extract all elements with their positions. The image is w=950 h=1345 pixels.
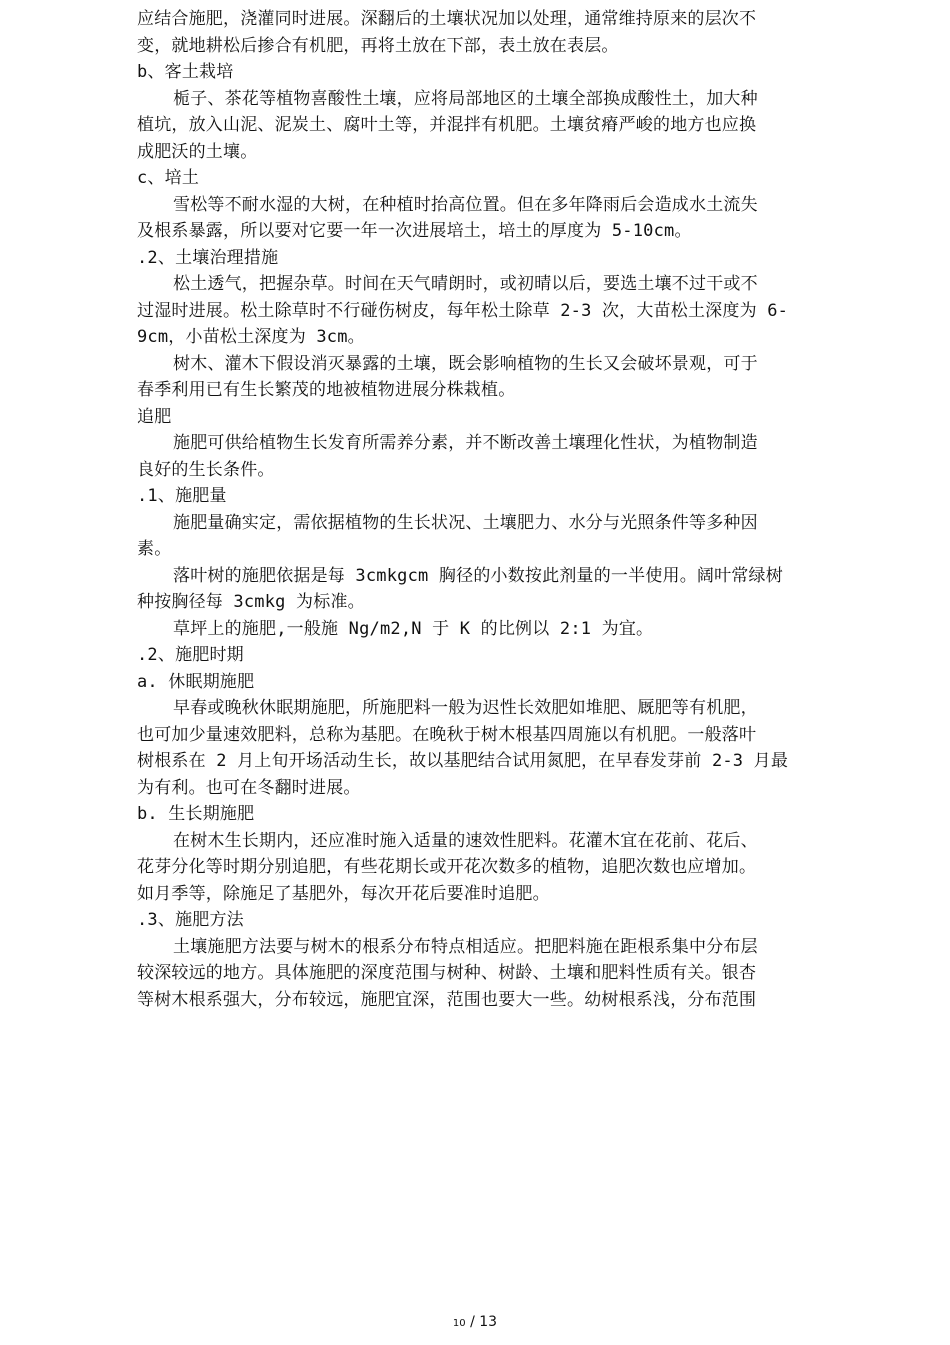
text-line: b、客土栽培 <box>137 62 234 82</box>
text-line: 花芽分化等时期分别追肥，有些花期长或开花次数多的植物，追肥次数也应增加。 <box>137 857 757 877</box>
text-line: 树木、灌木下假设消灭暴露的土壤，既会影响植物的生长又会破坏景观，可于 <box>173 353 758 374</box>
text-line: 等树木根系强大，分布较远，施肥宜深，范围也要大一些。幼树根系浅，分布范围 <box>137 989 757 1010</box>
text-line: .3、施肥方法 <box>137 910 244 930</box>
text-line: 也可加少量速效肥料，总称为基肥。在晚秋于树木根基四周施以有机肥。一般落叶 <box>137 724 757 745</box>
text-line: 良好的生长条件。 <box>137 459 275 480</box>
text-line: 如月季等，除施足了基肥外，每次开花后要准时追肥。 <box>137 883 550 904</box>
text-line: 较深较远的地方。具体施肥的深度范围与树种、树龄、土壤和肥料性质有关。银杏 <box>137 963 757 983</box>
text-line: 草坪上的施肥,一般施 Ng/m2,N 于 K 的比例以 2:1 为宜。 <box>173 618 654 639</box>
text-line: 种按胸径每 3cmkg 为标准。 <box>137 592 365 612</box>
text-line: 为有利。也可在冬翻时进展。 <box>137 777 361 798</box>
page-number <box>0 1311 950 1330</box>
text-line: .2、土壤治理措施 <box>137 247 279 268</box>
text-line: 素。 <box>137 539 172 559</box>
text-line: .2、施肥时期 <box>137 645 244 665</box>
text-line: a. 休眠期施肥 <box>137 671 255 692</box>
text-line: .1、施肥量 <box>137 486 227 506</box>
text-line: b. 生长期施肥 <box>137 804 255 824</box>
current-page-number: 10 <box>452 1318 466 1329</box>
text-line: 栀子、茶花等植物喜酸性土壤，应将局部地区的土壤全部换成酸性土，加大种 <box>173 88 758 109</box>
text-line: 及根系暴露，所以要对它要一年一次进展培土，培土的厚度为 5-10cm。 <box>137 221 692 241</box>
text-line: 土壤施肥方法要与树木的根系分布特点相适应。把肥料施在距根系集中分布层 <box>173 936 758 957</box>
text-line: c、培土 <box>137 168 200 188</box>
text-line: 施肥量确实定，需依据植物的生长状况、土壤肥力、水分与光照条件等多种因 <box>173 512 758 533</box>
text-line: 施肥可供给植物生长发育所需养分素，并不断改善土壤理化性状，为植物制造 <box>173 433 758 453</box>
text-line: 植坑，放入山泥、泥炭土、腐叶土等，并混拌有机肥。土壤贫瘠严峻的地方也应换 <box>137 115 757 135</box>
text-line: 变，就地耕松后掺合有机肥，再将土放在下部，表土放在表层。 <box>137 35 619 56</box>
text-line: 应结合施肥，浇灌同时进展。深翻后的土壤状况加以处理，通常维持原来的层次不 <box>137 9 757 29</box>
text-line: 春季利用已有生长繁茂的地被植物进展分株栽植。 <box>137 380 516 400</box>
document-body <box>137 6 831 1013</box>
text-line: 雪松等不耐水湿的大树，在种植时抬高位置。但在多年降雨后会造成水土流失 <box>173 194 758 215</box>
text-line: 早春或晚秋休眠期施肥，所施肥料一般为迟性长效肥如堆肥、厩肥等有机肥， <box>173 698 758 718</box>
text-line: 成肥沃的土壤。 <box>137 141 258 162</box>
text-line: 在树木生长期内，还应准时施入适量的速效性肥料。花灌木宜在花前、花后、 <box>173 830 758 851</box>
text-line: 松土透气，把握杂草。时间在天气晴朗时，或初晴以后，要选土壤不过干或不 <box>173 274 758 294</box>
text-line: 9cm，小苗松土深度为 3cm。 <box>137 327 365 347</box>
text-line: 落叶树的施肥依据是每 3cmkgcm 胸径的小数按此剂量的一半使用。阔叶常绿树 <box>173 565 783 586</box>
total-page-count: 13 <box>479 1314 498 1330</box>
text-line: 追肥 <box>137 406 172 427</box>
page-number-separator: / <box>465 1314 480 1330</box>
text-line: 树根系在 2 月上旬开场活动生长，故以基肥结合试用氮肥，在早春发芽前 2-3 月最 <box>137 751 789 771</box>
text-line: 过湿时进展。松土除草时不行碰伤树皮，每年松土除草 2-3 次，大苗松土深度为 6- <box>137 300 789 321</box>
